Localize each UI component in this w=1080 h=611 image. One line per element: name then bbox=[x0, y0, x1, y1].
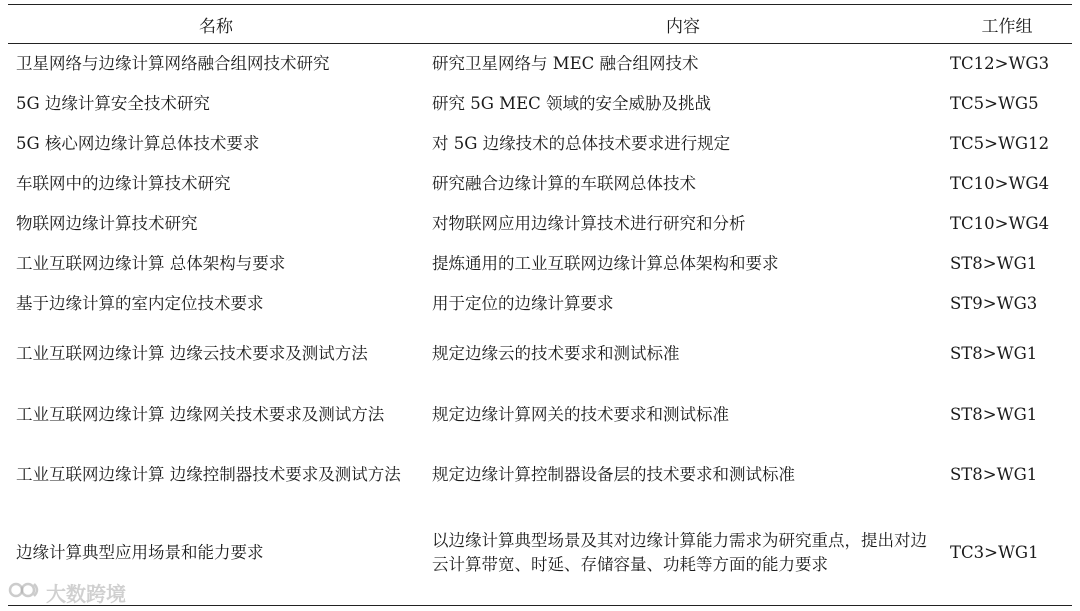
cell-content: 规定边缘计算网关的技术要求和测试标准 bbox=[432, 404, 729, 424]
cell-name: 工业互联网边缘计算 边缘云技术要求及测试方法 bbox=[16, 344, 368, 364]
cell-group: TC10>WG4 bbox=[950, 174, 1050, 193]
cell-group: ST9>WG3 bbox=[950, 294, 1038, 313]
table-row bbox=[8, 84, 1072, 124]
cell-name: 5G 核心网边缘计算总体技术要求 bbox=[16, 134, 260, 153]
cell-name: 工业互联网边缘计算 总体架构与要求 bbox=[16, 254, 286, 273]
cell-content: 对 5G 边缘技术的总体技术要求进行规定 bbox=[432, 134, 731, 153]
cell-group: ST8>WG1 bbox=[950, 254, 1038, 273]
cell-group: TC12>WG3 bbox=[950, 54, 1050, 73]
table-row bbox=[8, 164, 1072, 204]
cell-name: 物联网边缘计算技术研究 bbox=[16, 214, 198, 233]
cell-group: ST8>WG1 bbox=[950, 465, 1038, 485]
cell-content: 研究卫星网络与 MEC 融合组网技术 bbox=[432, 54, 699, 73]
table-row bbox=[8, 124, 1072, 164]
cell-content: 研究 5G MEC 领域的安全威胁及挑战 bbox=[432, 94, 711, 113]
header-content: 内容 bbox=[666, 16, 700, 37]
cell-group: ST8>WG1 bbox=[950, 404, 1038, 424]
cell-name: 工业互联网边缘计算 边缘控制器技术要求及测试方法 bbox=[16, 465, 401, 485]
table-row bbox=[8, 244, 1072, 284]
table-row bbox=[8, 44, 1072, 84]
cell-name: 卫星网络与边缘计算网络融合组网技术研究 bbox=[16, 54, 330, 73]
table-row bbox=[8, 385, 1072, 446]
cell-content: 规定边缘计算控制器设备层的技术要求和测试标准 bbox=[432, 465, 795, 485]
table-row bbox=[8, 284, 1072, 324]
table-row bbox=[8, 445, 1072, 506]
cell-content: 对物联网应用边缘计算技术进行研究和分析 bbox=[432, 214, 746, 233]
table-header bbox=[8, 5, 1072, 44]
cell-group: TC10>WG4 bbox=[950, 214, 1050, 233]
header-group: 工作组 bbox=[981, 16, 1033, 37]
cell-content: 以边缘计算典型场景及其对边缘计算能力需求为研究重点，提出对边云计算带宽、时延、存储容量、功耗等方面的能力要求 bbox=[432, 530, 927, 574]
cell-content: 用于定位的边缘计算要求 bbox=[432, 294, 614, 313]
cell-name: 车联网中的边缘计算技术研究 bbox=[16, 174, 231, 193]
cell-group: TC5>WG12 bbox=[950, 134, 1050, 153]
standards-table bbox=[8, 4, 1072, 606]
cell-name: 基于边缘计算的室内定位技术要求 bbox=[16, 294, 264, 313]
cell-name: 工业互联网边缘计算 边缘网关技术要求及测试方法 bbox=[16, 404, 385, 424]
cell-name: 5G 边缘计算安全技术研究 bbox=[16, 94, 210, 113]
table-row bbox=[8, 204, 1072, 244]
cell-name: 边缘计算典型应用场景和能力要求 bbox=[16, 542, 264, 562]
cell-group: TC3>WG1 bbox=[950, 542, 1039, 562]
cell-content: 提炼通用的工业互联网边缘计算总体架构和要求 bbox=[432, 254, 779, 273]
cell-content: 规定边缘云的技术要求和测试标准 bbox=[432, 344, 680, 364]
table-body bbox=[8, 44, 1072, 600]
table-row bbox=[8, 324, 1072, 385]
cell-group: ST8>WG1 bbox=[950, 344, 1038, 364]
cell-group: TC5>WG5 bbox=[950, 94, 1039, 113]
cell-content: 研究融合边缘计算的车联网总体技术 bbox=[432, 174, 696, 193]
table-row bbox=[8, 506, 1072, 600]
watermark-text: 大数跨境 bbox=[46, 582, 126, 606]
header-name: 名称 bbox=[199, 16, 233, 37]
